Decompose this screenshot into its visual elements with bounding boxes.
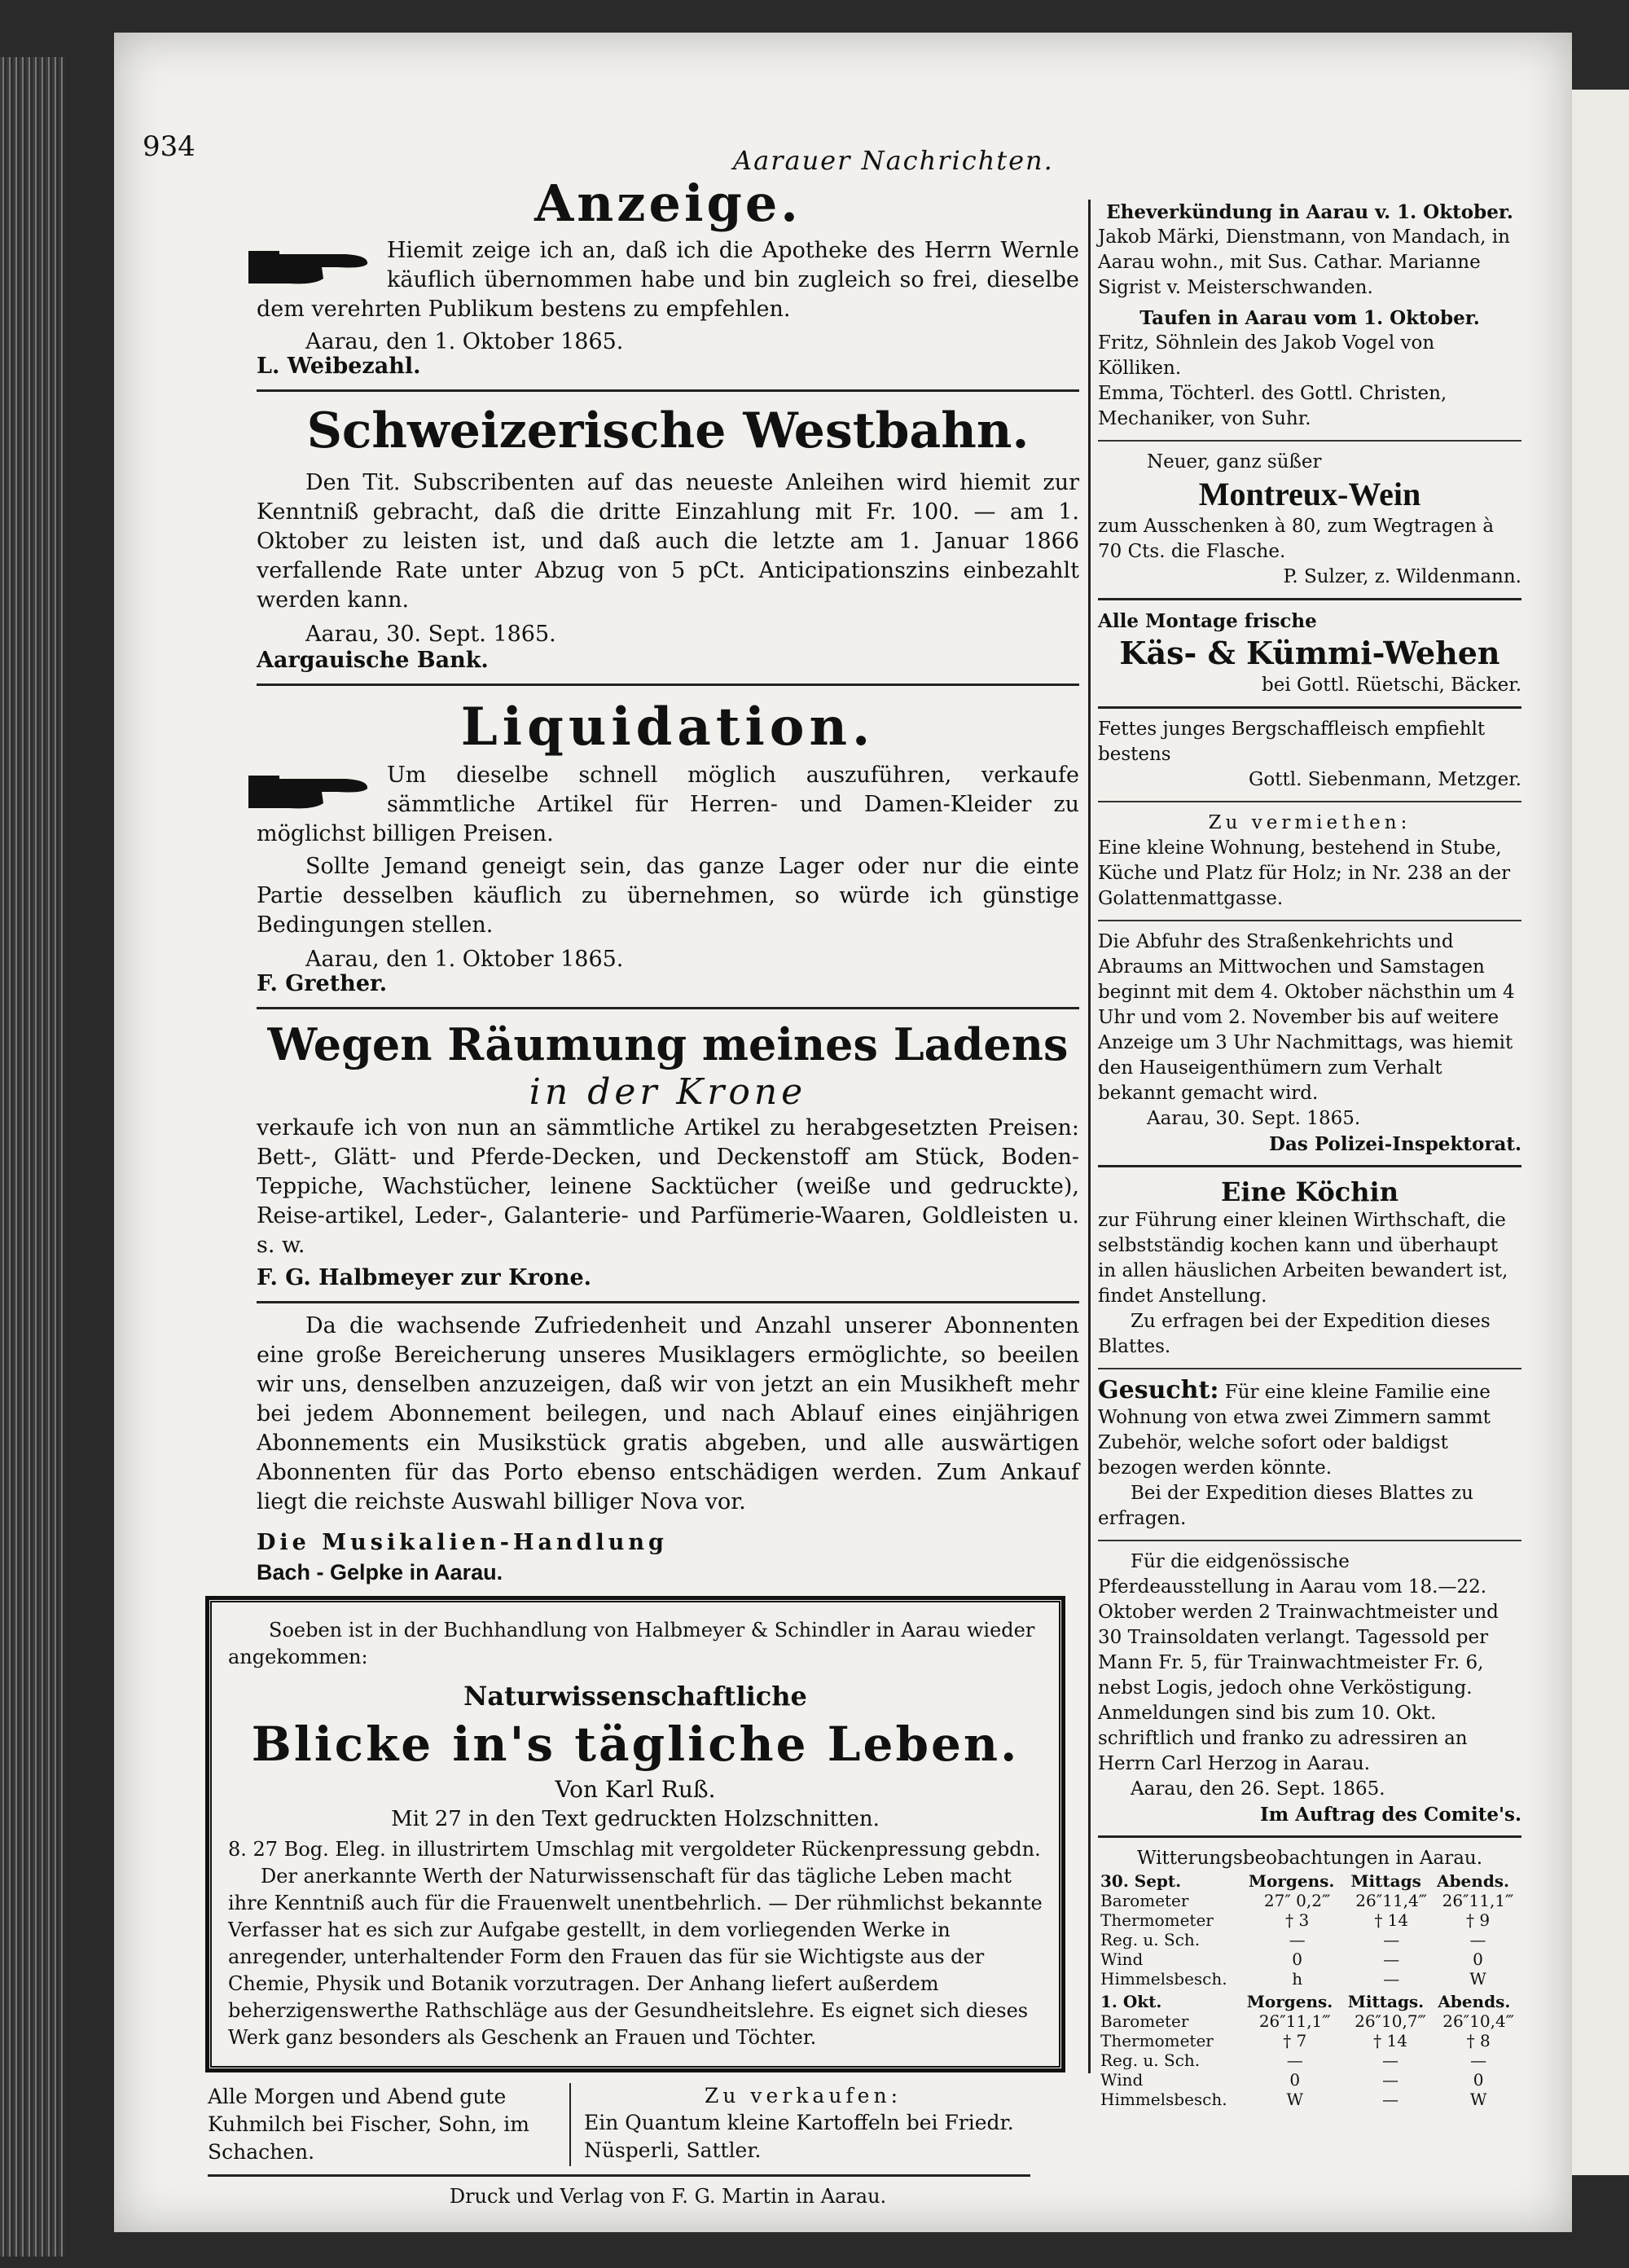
ad-place-date: Aarau, 30. Sept. 1865.: [305, 622, 556, 647]
wine-intro: Neuer, ganz süßer: [1147, 451, 1322, 472]
weather-row: [1098, 1910, 1521, 1930]
weather-row: [1098, 2031, 1521, 2050]
pointing-hand-icon: [248, 767, 371, 813]
divider: [1098, 598, 1521, 600]
police-text: Die Abfuhr des Straßenkehrichts und Abraums an Mittwochen und Samstagen beginnt mit dem 4. Oktober nächsthin um 4 Uhr und vom 2. November bis auf weitere Anzeige um 3 Uhr Nachmittags, was hiemit den Hauseigenthümern zum Verhalt bekannt gemacht wird.: [1098, 931, 1515, 1104]
weather-cell: † 8: [1466, 2031, 1491, 2050]
ad-title: Wegen Räumung meines Ladens: [267, 1018, 1069, 1070]
wanted-text: Für eine kleine Familie eine Wohnung von etwa zwei Zimmern sammt Zubehör, welche sofort oder baldigst bezogen werden könnte.: [1098, 1382, 1491, 1479]
police-date: Aarau, 30. Sept. 1865.: [1147, 1108, 1361, 1129]
weather-cell: 0: [1473, 2070, 1484, 2090]
horse-signature: Im Auftrag des Comite's.: [1260, 1804, 1521, 1826]
weather-cell: 0: [1289, 2070, 1301, 2090]
weather-cell: Wind: [1100, 1949, 1144, 1969]
weather-cell: —: [1382, 2090, 1399, 2109]
book-illustrations: Mit 27 in den Text gedruckten Holzschnitten.: [391, 1807, 880, 1831]
weather-cell: —: [1383, 1969, 1400, 1989]
weather-cell: † 14: [1374, 1910, 1409, 1930]
weather-cell: —: [1383, 1949, 1400, 1969]
bottom-ads-row: [208, 2083, 1022, 2166]
book-spine-edge: [0, 57, 65, 2257]
weather-table-day2: [1098, 1992, 1521, 2109]
weather-header-cell: Mittags: [1350, 1871, 1421, 1891]
weather-cell: —: [1289, 1930, 1306, 1949]
weather-header-cell: Abends.: [1437, 1871, 1510, 1891]
wine-text: zum Ausschenken à 80, zum Wegtragen à 70 Cts. die Flasche.: [1098, 516, 1495, 562]
weather-header-row: [1098, 1871, 1521, 1891]
ad-place-date: Aarau, den 1. Oktober 1865.: [305, 329, 624, 354]
ad-liquidation: [257, 694, 1079, 999]
weather-cell: † 14: [1373, 2031, 1407, 2050]
book-title: Blicke in's tägliche Leben.: [251, 1716, 1020, 1772]
column-divider: [1088, 200, 1091, 2073]
weather-cell: —: [1469, 1930, 1486, 1949]
ad-signature-1: Die Musikalien-Handlung: [257, 1530, 668, 1555]
page-number: 934: [143, 130, 195, 163]
weather-cell: —: [1382, 2050, 1399, 2070]
horse-text: Für die eidgenössische Pferdeausstellung in Aarau vom 18.—22. Oktober werden 2 Trainwachtmeister und 30 Trainsoldaten verlangt. Tagessold per Mann Fr. 5, für Trainwachtmeister Fr. 6, nebst Logis, jedoch ohne Verköstigung. Anmeldungen sind bis zum 10. Okt. schriftlich und franko zu adressiren an Herrn Carl Herzog in Aarau.: [1098, 1551, 1499, 1774]
ad-body: verkaufe ich von nun an sämmtliche Artikel zu herabgesetzten Preisen: Bett-, Glätt- und Pferde-Decken, und Deckenstoff am Stück, Boden-Teppiche, Wachstücher, leinene Sacktücher (weiße und gedruckte), Reise-artikel, Leder-, Galanterie- und Parfümerie-Waaren, Goldleisten u. s. w.: [257, 1115, 1079, 1258]
divider: [1098, 706, 1521, 709]
divider: [1098, 801, 1521, 802]
ad-title: Schweizerische Westbahn.: [306, 402, 1030, 459]
weather-cell: —: [1383, 1930, 1400, 1949]
divider: [1098, 1165, 1521, 1167]
ad-heading: Zu verkaufen:: [704, 2084, 902, 2108]
ad-body: Da die wachsende Zufriedenheit und Anzahl unserer Abonnenten eine große Bereicherung unseres Musiklagers ermöglichte, so beeilen wir uns, denselben anzuzeigen, daß wir von jetzt an ein Musikheft mehr bei jedem Abonnement beilegen, und nach Ablauf eines einjährigen Abonnements ein Musikstück gratis abgeben, und alle auswärtigen Abonnenten für das Porto ebenso entschädigen werden. Zum Ankauf liegt die reichste Auswahl billiger Nova vor.: [257, 1313, 1079, 1514]
cook-text: zur Führung einer kleinen Wirthschaft, die selbstständig kochen kann und überhaupt in allen häuslichen Arbeiten bewandert ist, findet Anstellung.: [1098, 1210, 1508, 1307]
ad-signature: F. G. Halbmeyer zur Krone.: [257, 1265, 592, 1290]
wanted-text-2: Bei der Expedition dieses Blattes zu erfragen.: [1098, 1483, 1473, 1529]
wanted-title: Gesucht:: [1098, 1376, 1219, 1404]
divider: [257, 389, 1079, 392]
wine-title: Montreux-Wein: [1198, 476, 1421, 512]
ad-place-date: Aarau, den 1. Oktober 1865.: [305, 947, 624, 972]
divider: [257, 1007, 1079, 1009]
meat-signature: Gottl. Siebenmann, Metzger.: [1249, 769, 1521, 790]
cook-text-2: Zu erfragen bei der Expedition dieses Blattes.: [1098, 1311, 1491, 1357]
ad-kartoffeln: [571, 2083, 1022, 2166]
weather-cell: 0: [1473, 1949, 1483, 1969]
divider: [208, 2174, 1030, 2177]
weather-cell: W: [1469, 1969, 1486, 1989]
ad-body: Ein Quantum kleine Kartoffeln bei Friedr. Nüsperli, Sattler.: [584, 2111, 1014, 2162]
divider: [1098, 920, 1521, 921]
weather-header-cell: 30. Sept.: [1100, 1871, 1182, 1891]
weather-header-cell: 1. Okt.: [1100, 1992, 1162, 2011]
weather-row: [1098, 1969, 1521, 1989]
weather-cell: —: [1470, 2050, 1487, 2070]
ad-title: Anzeige.: [534, 174, 801, 233]
ad-body-2: Sollte Jemand geneigt sein, das ganze Lager oder nur die einte Partie desselben käuflich zu übernehmen, so würde ich günstige Bedingungen stellen.: [257, 854, 1079, 938]
weather-row: [1098, 2070, 1521, 2090]
weather-cell: 27″ 0,2‴: [1263, 1891, 1331, 1910]
weather-cell: Wind: [1100, 2070, 1144, 2090]
ad-body: Hiemit zeige ich an, daß ich die Apotheke des Herrn Wernle käuflich übernommen habe und bin zugleich so frei, dieselbe dem verehrten Publikum bestens zu empfehlen.: [257, 238, 1079, 322]
ad-raeumung: [257, 1018, 1079, 1293]
weather-cell: Thermometer: [1100, 1910, 1214, 1930]
book-advertisement-box: [208, 1598, 1063, 2070]
civil-heading: Taufen in Aarau vom 1. Oktober.: [1139, 307, 1480, 329]
ad-body: Alle Morgen und Abend gute Kuhmilch bei Fischer, Sohn, im Schachen.: [208, 2085, 529, 2164]
weather-cell: 26″10,4‴: [1442, 2011, 1515, 2031]
weather-header-cell: Morgens.: [1246, 1992, 1333, 2011]
horse-date: Aarau, den 26. Sept. 1865.: [1131, 1778, 1385, 1800]
book-format: 8. 27 Bog. Eleg. in illustrirtem Umschlag mit vergoldeter Rückenpressung gebdn.: [228, 1838, 1041, 1861]
weather-header-row: [1098, 1992, 1521, 2011]
weather-row: [1098, 2011, 1521, 2031]
weather-cell: Barometer: [1100, 1891, 1189, 1910]
cook-title: Eine Köchin: [1221, 1176, 1398, 1207]
divider: [1098, 1540, 1521, 1541]
weather-cell: 0: [1292, 1949, 1303, 1969]
next-page-edge: [1572, 90, 1629, 2175]
weather-cell: h: [1292, 1969, 1303, 1989]
pointing-hand-icon: [248, 243, 371, 288]
ad-body: Den Tit. Subscribenten auf das neueste Anleihen wird hiemit zur Kenntniß gebracht, daß die dritte Einzahlung mit Fr. 100. — am 1. Oktober zu leisten ist, und daß auch die letzte am 1. Januar 1866 verfallende Rate unter Abzug von 5 pCt. Anticipationszins einbezahlt werden kann.: [257, 470, 1079, 613]
divider: [1098, 1835, 1521, 1838]
ad-subtitle: in der Krone: [529, 1071, 807, 1113]
book-kicker: Naturwissenschaftliche: [463, 1681, 807, 1712]
baker-line: Alle Montage frische: [1098, 610, 1317, 632]
footer-imprint: Druck und Verlag von F. G. Martin in Aarau.: [449, 2185, 887, 2208]
rent-heading: Zu vermiethen:: [1208, 812, 1412, 833]
weather-header-cell: Morgens.: [1248, 1871, 1335, 1891]
divider: [257, 1301, 1079, 1303]
weather-table-day1: [1098, 1871, 1521, 1989]
weather-cell: —: [1382, 2070, 1399, 2090]
weather-cell: —: [1286, 2050, 1303, 2070]
left-column: [208, 171, 1079, 2208]
weather-heading: Witterungsbeobachtungen in Aarau.: [1136, 1848, 1483, 1869]
wine-signature: P. Sulzer, z. Wildenmann.: [1283, 566, 1521, 587]
civil-text: Fritz, Söhnlein des Jakob Vogel von Kölliken.: [1098, 332, 1435, 379]
ad-signature: Aargauische Bank.: [257, 648, 489, 673]
book-description: Der anerkannte Werth der Naturwissenschaft für das tägliche Leben macht ihre Kenntniß auch für die Frauenwelt unentbehrlich. — Der rühmlichst bekannte Verfasser hat es sich zur Aufgabe gestellt, in dem vorliegenden Werke in anregender, unterhaltender Form den Frauen das für sie Wichtigste aus der Chemie, Physik und Botanik vorzutragen. Der Anhang liefert außerdem beherzigenswerthe Rathschläge aus der Gesundheitslehre. Es eignet sich dieses Werk ganz besonders als Geschenk an Frauen und Töchter.: [228, 1865, 1043, 2049]
weather-cell: Reg. u. Sch.: [1100, 1930, 1201, 1949]
weather-cell: 26″11,1‴: [1258, 2011, 1331, 2031]
ad-title: Liquidation.: [460, 697, 876, 758]
weather-cell: 26″11,4‴: [1355, 1891, 1428, 1910]
weather-cell: † 3: [1285, 1910, 1310, 1930]
weather-cell: 26″11,1‴: [1442, 1891, 1514, 1910]
ad-musikalien: [257, 1312, 1079, 1587]
weather-row: [1098, 1949, 1521, 1969]
weather-cell: W: [1469, 2090, 1487, 2109]
divider: [1098, 1368, 1521, 1369]
ad-signature: F. Grether.: [257, 971, 388, 996]
weather-cell: Himmelsbesch.: [1100, 2090, 1227, 2109]
weather-cell: Thermometer: [1100, 2031, 1214, 2050]
meat-text: Fettes junges Bergschaffleisch empfiehlt bestens: [1098, 719, 1486, 765]
divider: [257, 683, 1079, 686]
weather-row: [1098, 2090, 1521, 2109]
weather-row: [1098, 2050, 1521, 2070]
weather-cell: W: [1286, 2090, 1304, 2109]
civil-text: Jakob Märki, Dienstmann, von Mandach, in Aarau wohn., mit Sus. Cathar. Marianne Sigrist v. Meisterschwanden.: [1098, 226, 1510, 298]
weather-cell: Himmelsbesch.: [1100, 1969, 1227, 1989]
weather-row: [1098, 1930, 1521, 1949]
ad-westbahn: [257, 400, 1079, 675]
ad-signature: L. Weibezahl.: [257, 354, 421, 379]
police-signature: Das Polizei-Inspektorat.: [1269, 1133, 1521, 1155]
divider: [1098, 440, 1521, 442]
ad-signature-2: Bach - Gelpke in Aarau.: [257, 1560, 503, 1585]
weather-row: [1098, 1891, 1521, 1910]
baker-signature: bei Gottl. Rüetschi, Bäcker.: [1262, 675, 1521, 696]
weather-cell: Reg. u. Sch.: [1100, 2050, 1201, 2070]
right-column: [1098, 200, 1521, 2109]
civil-text: Emma, Töchterl. des Gottl. Christen, Mechaniker, von Suhr.: [1098, 383, 1447, 429]
weather-cell: 26″10,7‴: [1355, 2011, 1426, 2031]
book-author: Von Karl Ruß.: [555, 1776, 716, 1803]
book-intro: Soeben ist in der Buchhandlung von Halbmeyer & Schindler in Aarau wieder angekommen:: [228, 1619, 1035, 1668]
ad-body: Um dieselbe schnell möglich auszuführen, verkaufe sämmtliche Artikel für Herren- und Damen-Kleider zu möglichst billigen Preisen.: [257, 763, 1079, 846]
ad-kuhmilch: [208, 2083, 571, 2166]
civil-heading: Eheverkündung in Aarau v. 1. Oktober.: [1106, 201, 1513, 223]
weather-header-cell: Abends.: [1438, 1992, 1511, 2011]
weather-cell: † 7: [1283, 2031, 1307, 2050]
weather-cell: † 9: [1465, 1910, 1491, 1930]
weather-header-cell: Mittags.: [1347, 1992, 1425, 2011]
rent-text: Eine kleine Wohnung, bestehend in Stube, Küche und Platz für Holz; in Nr. 238 an der Golattenmattgasse.: [1098, 837, 1511, 909]
newspaper-title: Aarauer Nachrichten.: [733, 145, 1054, 176]
weather-cell: Barometer: [1100, 2011, 1189, 2031]
baker-title: Käs- & Kümmi-Wehen: [1119, 635, 1500, 671]
ad-apotheke: [257, 171, 1079, 381]
